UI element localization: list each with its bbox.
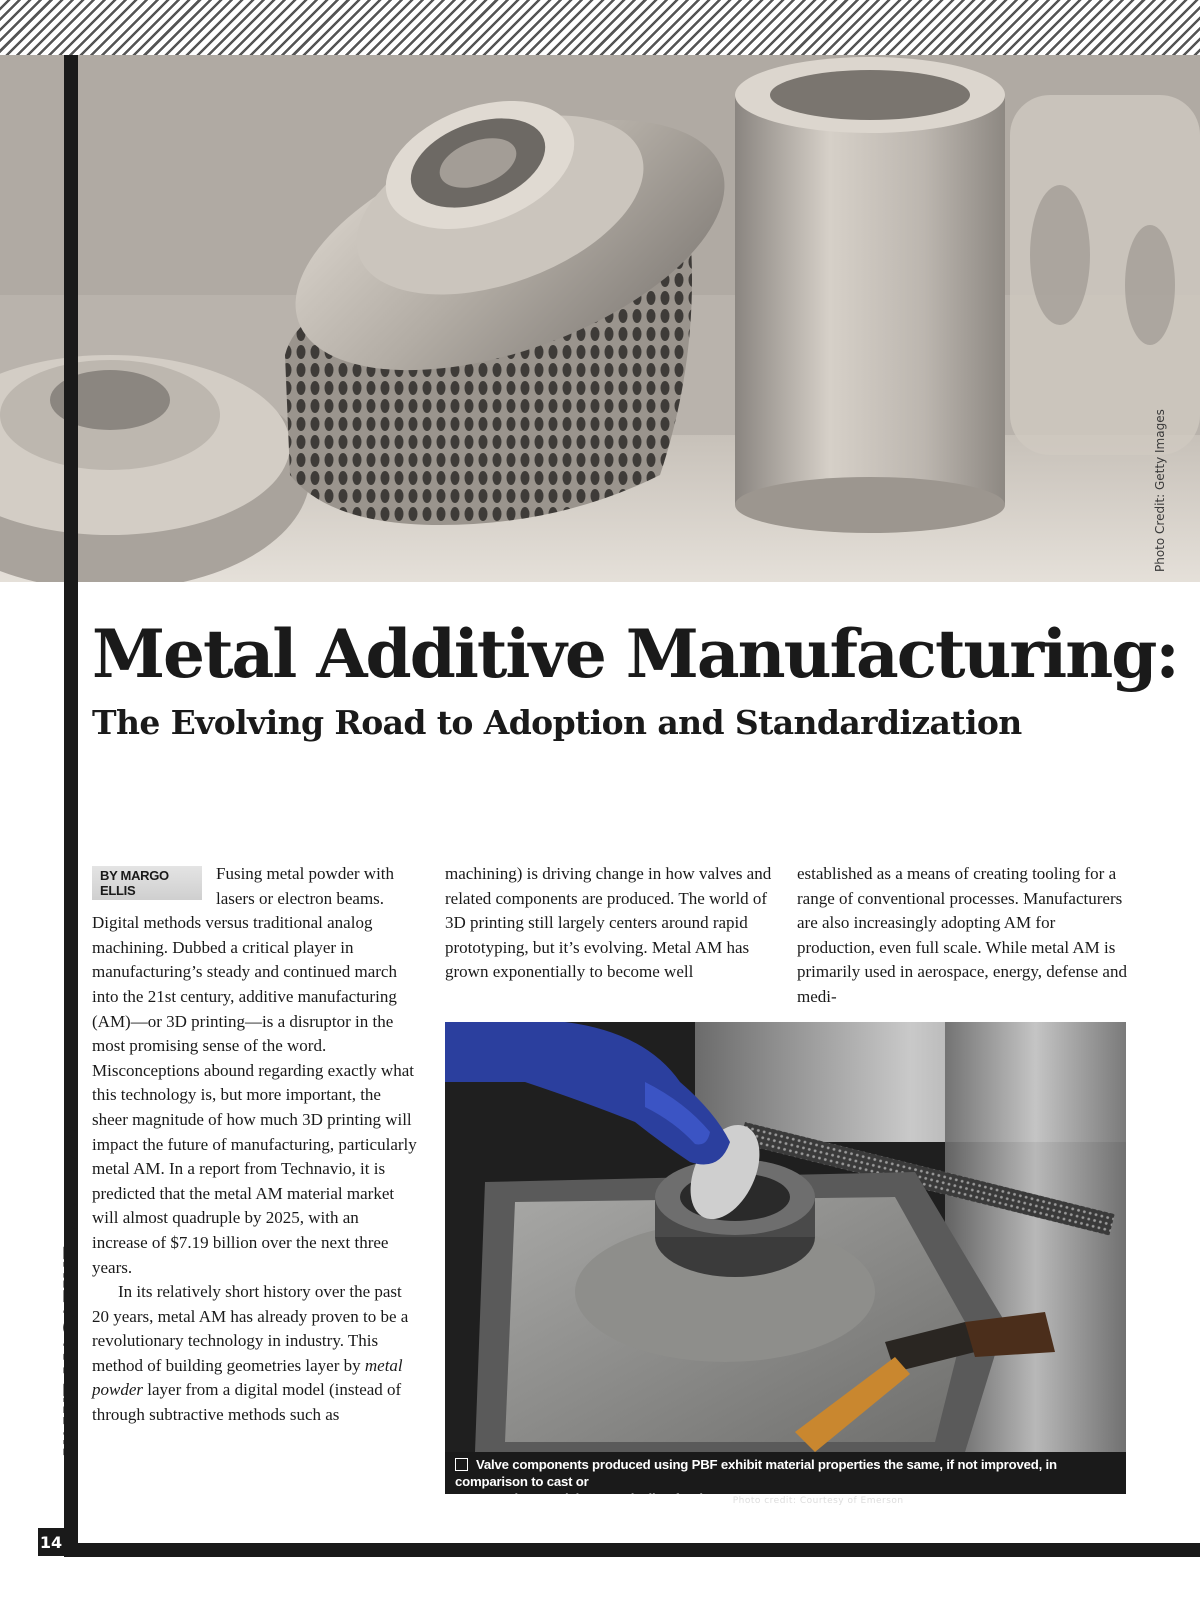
body-paragraph-4: established as a means of creating tooling for a range of conventional processes. Manufacturers are also increasingly adopting AM for production, even full scale. While metal AM is primarily used in aerospace, energy, defense and medi- bbox=[797, 864, 1127, 1006]
body-column-2 bbox=[445, 862, 775, 985]
body-column-3 bbox=[797, 862, 1127, 1010]
hero-photo bbox=[0, 55, 1200, 582]
body-column-1 bbox=[92, 862, 418, 1428]
body-paragraph-3: machining) is driving change in how valves and related components are produced. The world of 3D printing still largely centers around rapid prototyping, but it’s evolving. Metal AM has grown exponentially to become well bbox=[445, 864, 772, 982]
issue-date: WINTER 2022 bbox=[64, 1124, 81, 1233]
article-subtitle: The Evolving Road to Adoption and Standardization bbox=[92, 703, 1022, 742]
article-title: Metal Additive Manufacturing: bbox=[92, 615, 1178, 693]
byline: BY MARGO ELLIS bbox=[92, 866, 202, 900]
caption-text-1: Valve components produced using PBF exhibit material properties the same, if not improved, in comparison to cast or bbox=[455, 1457, 1057, 1489]
caption-line-2 bbox=[455, 1490, 1118, 1507]
figure-photo-credit: Photo credit: Courtesy of Emerson bbox=[732, 1496, 904, 1506]
figure-photo bbox=[445, 1022, 1126, 1452]
header-stripe-band bbox=[0, 0, 1200, 55]
hero-photo-credit: Photo Credit: Getty Images bbox=[1153, 409, 1167, 572]
caption-text-2: wrought materials, even rivaling forgings. bbox=[476, 1491, 730, 1506]
hero-photo-illustration bbox=[0, 55, 1200, 582]
caption-line-1 bbox=[455, 1456, 1118, 1490]
body-paragraph-1: Fusing metal powder with lasers or electron beams. Digital methods versus traditional analog machining. Dubbed a critical player in manufacturing’s steady and continued march into the 21st century, additive manufacturing (AM)—or 3D printing—is a disruptor in the most promising sense of the word. Misconceptions abound regarding exactly what this technology is, but more important, the sheer magnitude of how much 3D printing will impact the future of manufacturing, particularly metal AM. In a report from Technavio, it is predicted that the metal AM material market will almost quadruple by 2025, with an increase of $7.19 billion over the next three years. bbox=[92, 864, 417, 1277]
magazine-name: VALVE MAGAZINE bbox=[60, 1244, 82, 1455]
running-footer bbox=[60, 1124, 82, 1455]
figure-caption bbox=[445, 1452, 1126, 1506]
bottom-horizontal-rule bbox=[64, 1543, 1200, 1557]
page-number: 14 bbox=[38, 1528, 64, 1556]
body-paragraph-2-emphasis: metal powder bbox=[92, 1355, 403, 1400]
body-paragraph-2 bbox=[92, 1280, 418, 1428]
figure-photo-illustration bbox=[445, 1022, 1126, 1452]
body-paragraph-2-end: layer from a digital model (instead of through subtractive methods such as bbox=[92, 1380, 402, 1425]
body-paragraph-2-start: In its relatively short history over the past 20 years, metal AM has already proven to be a revolutionary technology in industry. This method of building geometries layer by bbox=[92, 1282, 409, 1375]
caption-square-icon bbox=[455, 1458, 468, 1471]
